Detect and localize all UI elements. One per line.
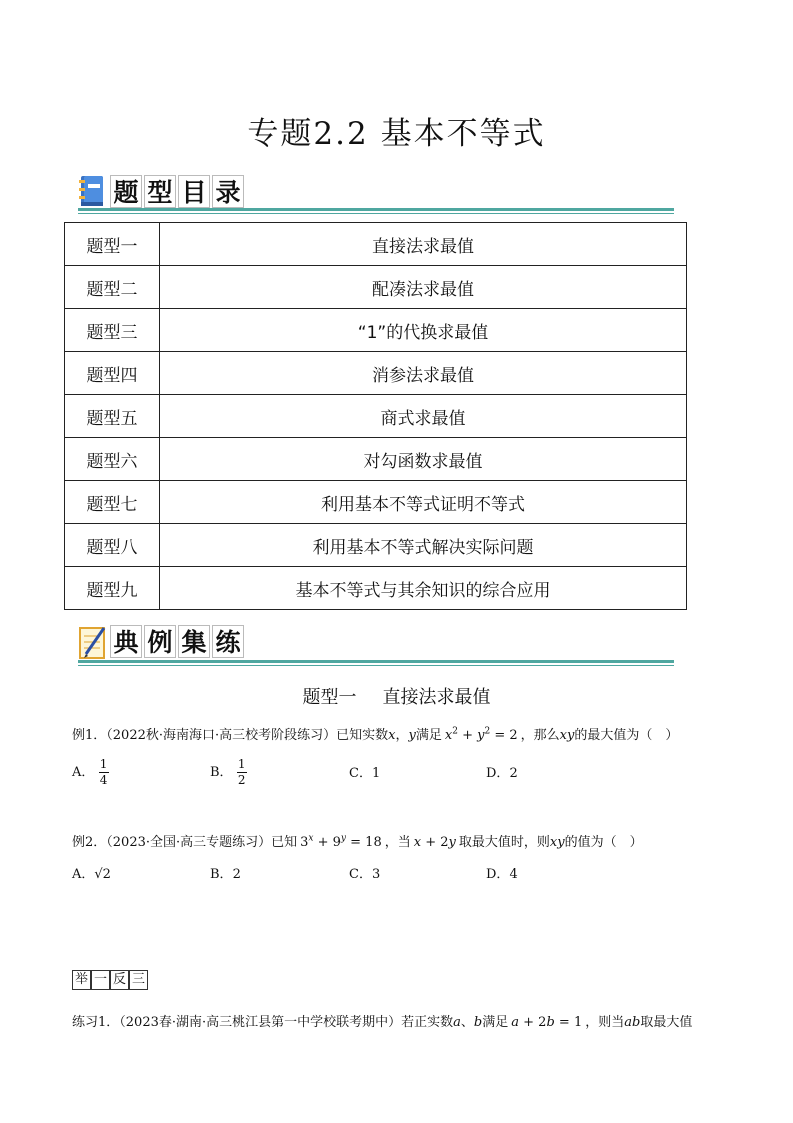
option-d[interactable] [486,762,518,781]
toc-type: 题型二 [65,266,160,309]
option-label: B． [210,867,233,882]
math-var: a [453,1015,461,1030]
toc-name: 对勾函数求最值 [160,438,687,481]
pencil-notepad-icon [78,624,108,658]
heading-type: 题型一 [302,687,357,708]
section-header-toc [78,170,246,212]
fraction-den: 4 [99,773,108,787]
option-label: B． [210,765,233,780]
option-b[interactable] [210,863,241,882]
math-expr: xy [549,835,565,850]
section-title-char: 典 [110,625,142,658]
toc-name: 基本不等式与其余知识的综合应用 [160,567,687,610]
toc-type: 题型五 [65,395,160,438]
toc-name: 利用基本不等式证明不等式 [160,481,687,524]
option-label: A． [72,867,95,882]
practice-label-char: 一 [91,970,110,990]
math-expr: x + 2y [413,835,456,850]
toc-name: 配凑法求最值 [160,266,687,309]
option-a[interactable] [72,758,109,787]
question-text: ，那么 [520,728,560,743]
math-expr: $3^x + 9^y = 18$ [300,833,382,850]
question-text: ，则当 [585,1015,625,1030]
section-title-char: 集 [178,625,210,658]
fraction-num: 1 [237,757,246,771]
question-text: 的值为（ ） [564,835,643,850]
question-text: 满足 [482,1015,509,1030]
option-label: D． [486,867,510,882]
practice-label-char: 反 [110,970,129,990]
question-text: 练习1．（2023春·湖南·高三桃江县第一中学校联考期中）若正实数 [72,1015,454,1030]
problem-type-heading [0,683,793,709]
practice-label [72,970,148,990]
toc-type: 题型八 [65,524,160,567]
section-divider [78,665,674,666]
math-expr: $x^2 + y^2 = 2$ [444,726,518,743]
table-row [65,481,687,524]
question-text: 的最大值为（ ） [574,728,679,743]
table-row [65,223,687,266]
math-expr: ab [624,1015,641,1030]
toc-type: 题型一 [65,223,160,266]
example-1-question [72,724,678,743]
option-value: √2 [94,867,111,882]
toc-type: 题型三 [65,309,160,352]
math-var: x [388,728,396,743]
fraction [237,758,247,787]
option-a[interactable] [72,863,111,882]
toc-name: 商式求最值 [160,395,687,438]
section-title-char: 练 [212,625,244,658]
section-title-char: 目 [178,175,210,208]
option-c[interactable] [349,863,380,882]
option-value: 2 [509,766,518,781]
math-expr: xy [559,728,575,743]
question-text: ，当 [384,835,411,850]
fraction-den: 2 [237,773,246,787]
toc-name: 直接法求最值 [160,223,687,266]
math-var: y [408,728,416,743]
option-label: D． [486,766,510,781]
option-value: 1 [371,766,381,781]
option-label: A． [72,765,95,780]
option-d[interactable] [486,863,518,882]
practice-label-char: 三 [129,970,148,990]
table-row [65,567,687,610]
toc-table [64,222,687,610]
toc-type: 题型四 [65,352,160,395]
section-header-examples [78,620,246,662]
table-row [65,395,687,438]
math-expr: a + 2b = 1 [511,1015,583,1030]
table-row [65,309,687,352]
question-text: 满足 [415,728,442,743]
option-b[interactable] [210,758,247,787]
table-row [65,438,687,481]
question-text: 取最大值 [640,1015,693,1030]
toc-name: 消参法求最值 [160,352,687,395]
table-row [65,266,687,309]
fraction [99,758,109,787]
table-row [65,524,687,567]
toc-type: 题型七 [65,481,160,524]
section-divider [78,208,674,211]
option-value: 2 [232,867,241,882]
toc-name: 利用基本不等式解决实际问题 [160,524,687,567]
toc-name: “1”的代换求最值 [160,309,687,352]
option-value: 4 [509,867,518,882]
table-row [65,352,687,395]
question-text: 、 [460,1015,474,1030]
option-value: 3 [371,867,381,882]
toc-type: 题型九 [65,567,160,610]
question-text: 例1．（2022秋·海南海口·高三校考阶段练习）已知实数 [72,728,389,743]
practice-1-question [72,1011,692,1030]
heading-name: 直接法求最值 [382,687,491,708]
document-title: 专题2.2 基本不等式 [247,116,546,152]
practice-label-char: 举 [72,970,91,990]
section-title-char: 例 [144,625,176,658]
notebook-icon [78,174,108,208]
section-title-char: 题 [110,175,142,208]
section-divider [78,213,674,214]
question-text: 例2．（2023·全国·高三专题练习）已知 [72,835,298,850]
math-var: b [473,1015,483,1030]
toc-type: 题型六 [65,438,160,481]
question-text: ， [395,728,409,743]
option-label: C． [349,867,372,882]
option-label: C． [349,766,372,781]
option-c[interactable] [349,762,380,781]
section-title-char: 型 [144,175,176,208]
fraction-num: 1 [99,757,108,771]
question-text: 取最大值时，则 [458,835,550,850]
example-2-question [72,831,643,850]
section-divider [78,660,674,663]
section-title-char: 录 [212,175,244,208]
